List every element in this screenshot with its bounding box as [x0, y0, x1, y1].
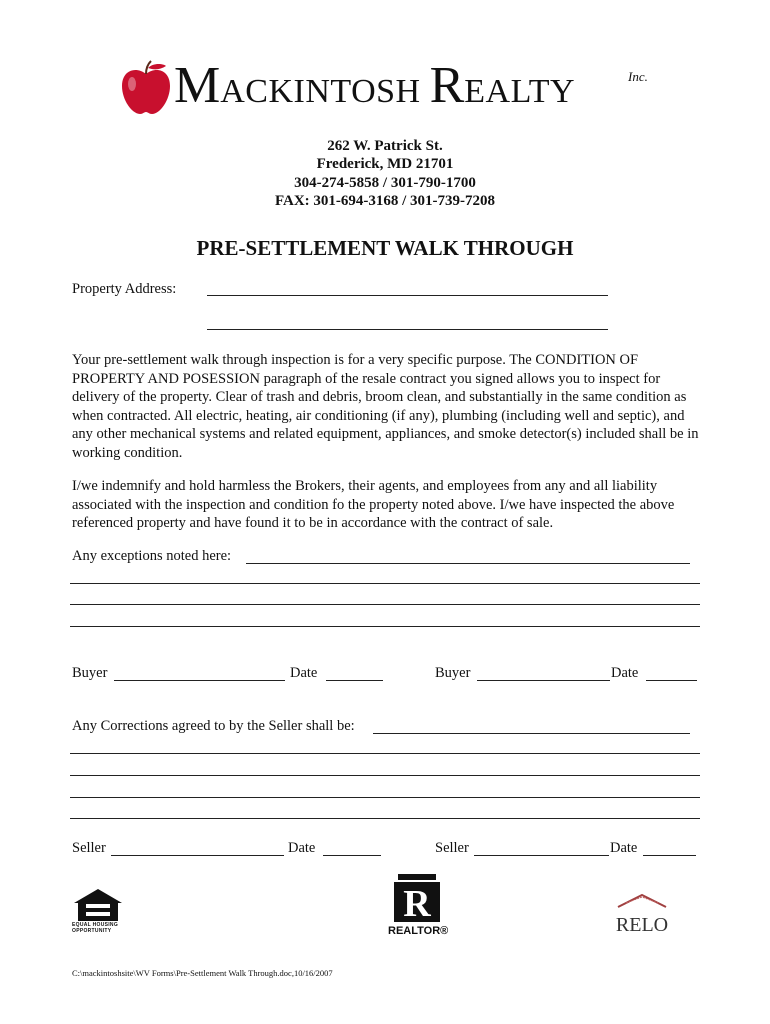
- seller-1-date-label: Date: [288, 840, 316, 856]
- brand-word1: ACKINTOSH: [220, 73, 430, 110]
- exceptions-line-3[interactable]: [70, 626, 700, 627]
- corrections-line-3[interactable]: [70, 797, 700, 798]
- exceptions-line-2[interactable]: [70, 604, 700, 605]
- paragraph-purpose: Your pre-settlement walk through inspection is for a very specific purpose. The CONDITION OF PROPERTY AND POSESSION paragraph of the resale contract you signed allows you to inspect for delivery of the property. Clear of trash and debris, broom clean, and substantially in the same condition as when contracted. All electric, heating, air conditioning (if any), plumbing (including well and septic), and any other mechanical systems and related equipment, appliances, and smoke detector(s) included shall be in working condition.: [72, 352, 699, 461]
- buyer-1-label: Buyer: [72, 665, 108, 681]
- property-address-field-1[interactable]: [207, 295, 608, 296]
- phone-numbers: 304-274-5858 / 301-790-1700: [294, 175, 476, 191]
- seller-1-signature-field[interactable]: [111, 855, 284, 856]
- relo-text: RELO: [615, 914, 669, 935]
- brand-name: [174, 57, 576, 114]
- paragraph-indemnify: I/we indemnify and hold harmless the Brokers, their agents, and employees from any and all liability associated with the inspection and condition fo the property noted above. I/we have inspected the above referenced property and have found it to be in accordance with the contract of sale.: [72, 478, 675, 531]
- relo-logo-icon: [612, 893, 674, 935]
- exceptions-field[interactable]: [246, 563, 690, 564]
- corrections-line-4[interactable]: [70, 818, 700, 819]
- exceptions-line-1[interactable]: [70, 583, 700, 584]
- seller-2-signature-field[interactable]: [474, 855, 609, 856]
- buyer-1-signature-field[interactable]: [114, 680, 285, 681]
- corrections-line-1[interactable]: [70, 753, 700, 754]
- brand-inc: Inc.: [628, 69, 648, 84]
- brand-cap-m: M: [174, 57, 221, 114]
- buyer-2-signature-field[interactable]: [477, 680, 610, 681]
- address-city: Frederick, MD 21701: [316, 156, 454, 172]
- apple-logo-icon: [118, 60, 174, 116]
- buyer-1-date-field[interactable]: [326, 680, 383, 681]
- seller-1-date-field[interactable]: [323, 855, 381, 856]
- property-address-label: Property Address:: [72, 281, 177, 297]
- brand-word2: EALTY: [464, 73, 576, 110]
- buyer-1-date-label: Date: [290, 665, 318, 681]
- buyer-2-date-label: Date: [611, 665, 639, 681]
- realtor-letter: R: [403, 883, 431, 924]
- seller-2-date-field[interactable]: [643, 855, 696, 856]
- buyer-2-label: Buyer: [435, 665, 471, 681]
- page-title: PRE-SETTLEMENT WALK THROUGH: [196, 236, 574, 260]
- property-address-field-2[interactable]: [207, 329, 608, 330]
- seller-1-label: Seller: [72, 840, 106, 856]
- exceptions-label: Any exceptions noted here:: [72, 548, 232, 564]
- corrections-label: Any Corrections agreed to by the Seller shall be:: [72, 718, 355, 734]
- equal-housing-text: EQUAL HOUSING OPPORTUNITY: [72, 922, 119, 934]
- brand-cap-r: R: [429, 57, 465, 114]
- footer-file-path: C:\mackintoshsite\WV Forms\Pre-Settlement Walk Through.doc,10/16/2007: [72, 968, 333, 978]
- seller-2-date-label: Date: [610, 840, 638, 856]
- corrections-field[interactable]: [373, 733, 690, 734]
- seller-2-label: Seller: [435, 840, 469, 856]
- address-street: 262 W. Patrick St.: [327, 138, 443, 154]
- buyer-2-date-field[interactable]: [646, 680, 697, 681]
- corrections-line-2[interactable]: [70, 775, 700, 776]
- fax-numbers: FAX: 301-694-3168 / 301-739-7208: [274, 193, 496, 209]
- realtor-logo-icon: [392, 872, 442, 924]
- realtor-text: REALTOR®: [388, 925, 449, 937]
